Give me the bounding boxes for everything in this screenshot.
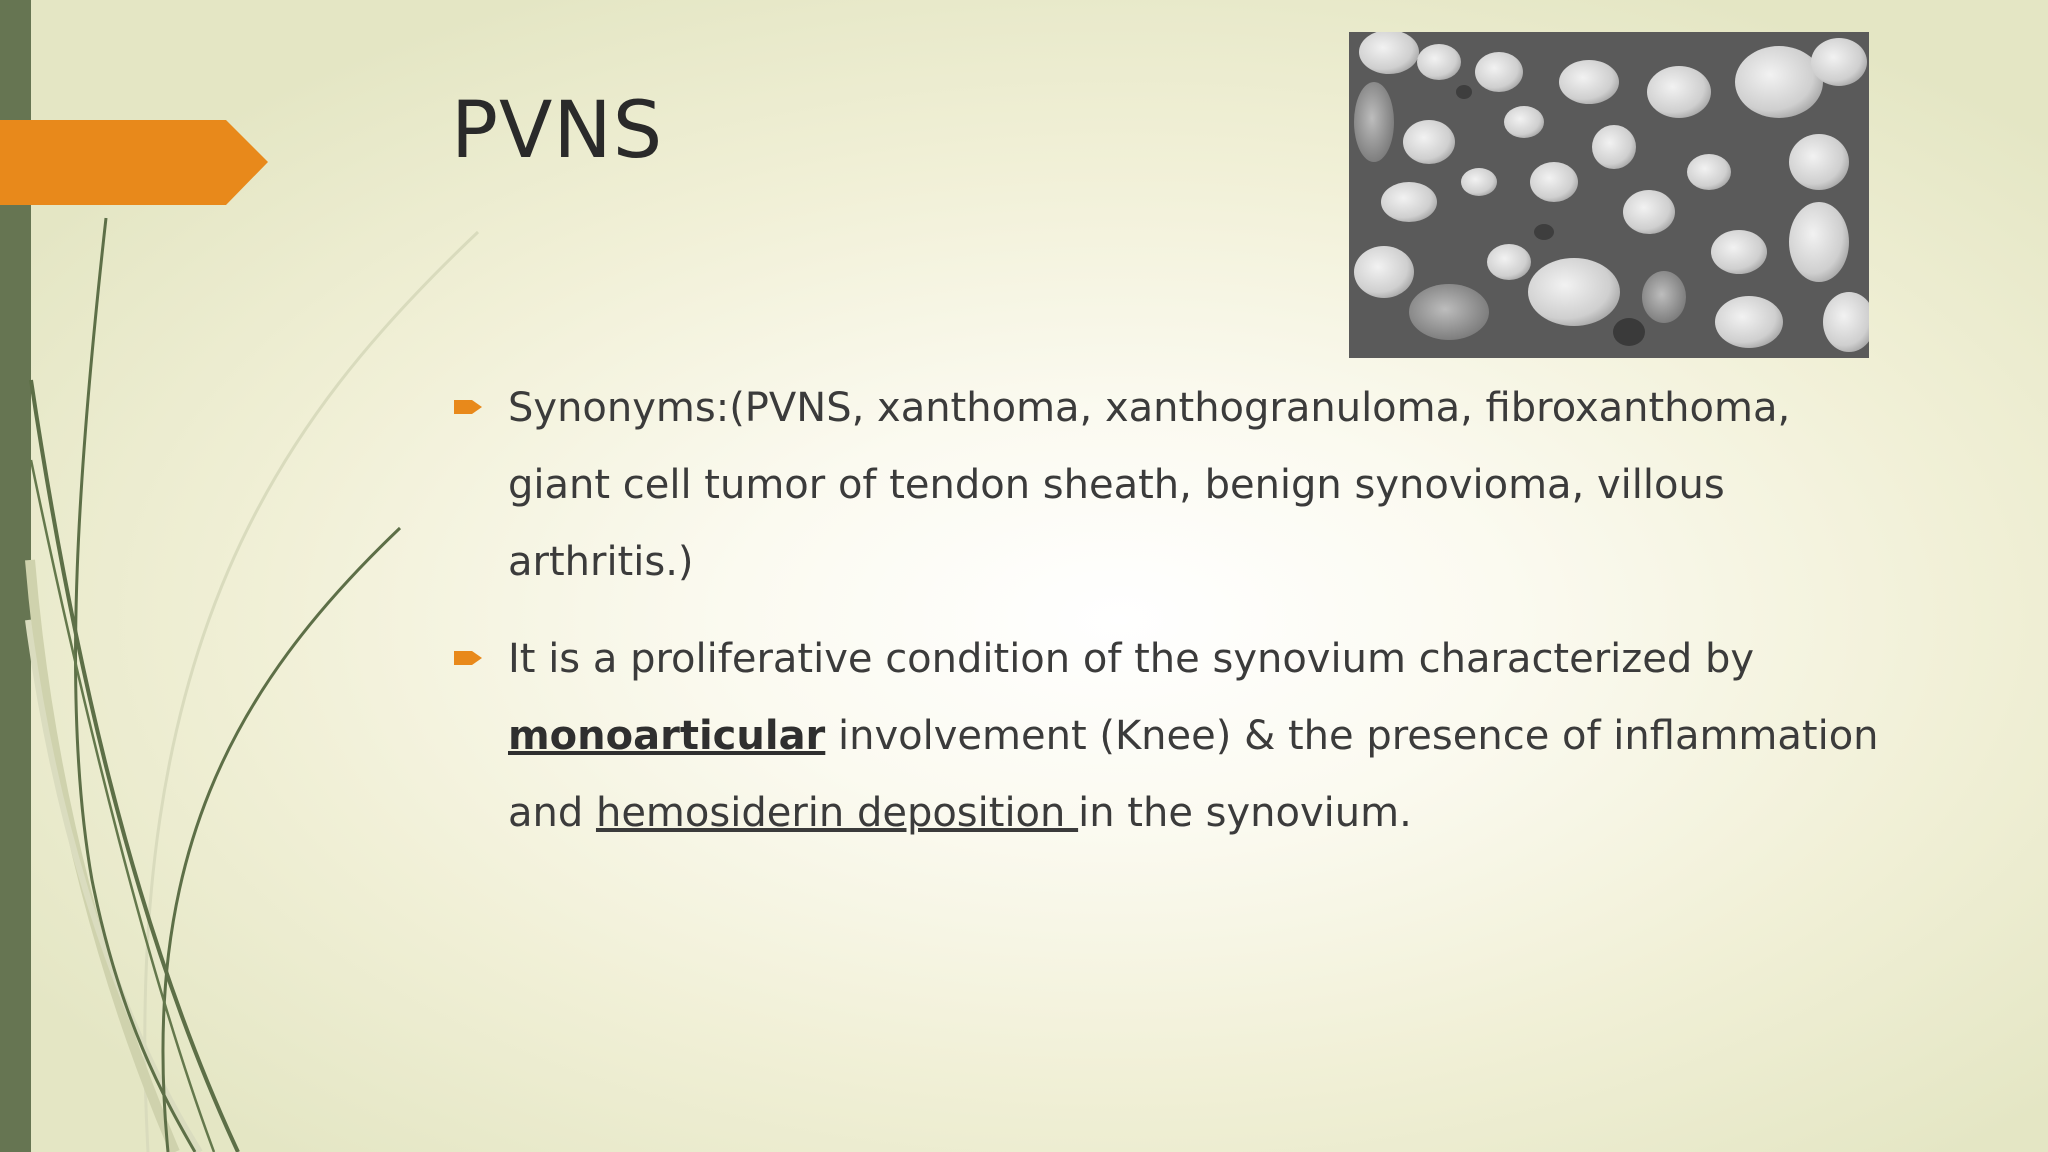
- definition-part-3: in the synovium.: [1078, 790, 1412, 836]
- bullet-synonyms-text: Synonyms:(PVNS, xanthoma, xanthogranuloma, fibroxanthoma, giant cell tumor of tendon sheath, benign synovioma, villous arthritis.): [508, 385, 1791, 585]
- definition-part-1: It is a proliferative condition of the synovium characterized by: [508, 636, 1755, 682]
- bullet-definition: [451, 621, 1901, 852]
- arrow-bullet-icon: [454, 648, 484, 668]
- slide-title: PVNS: [451, 86, 664, 176]
- arrow-bullet-icon: [454, 397, 484, 417]
- definition-part-2: involvement (Knee) & the presence of inflammation and: [508, 713, 1879, 836]
- slide-body: [451, 370, 1901, 872]
- histology-photo: [1349, 32, 1869, 358]
- bullet-synonyms: [451, 370, 1901, 601]
- hemosiderin-term: hemosiderin deposition: [595, 790, 1079, 836]
- monoarticular-term: monoarticular: [508, 713, 826, 759]
